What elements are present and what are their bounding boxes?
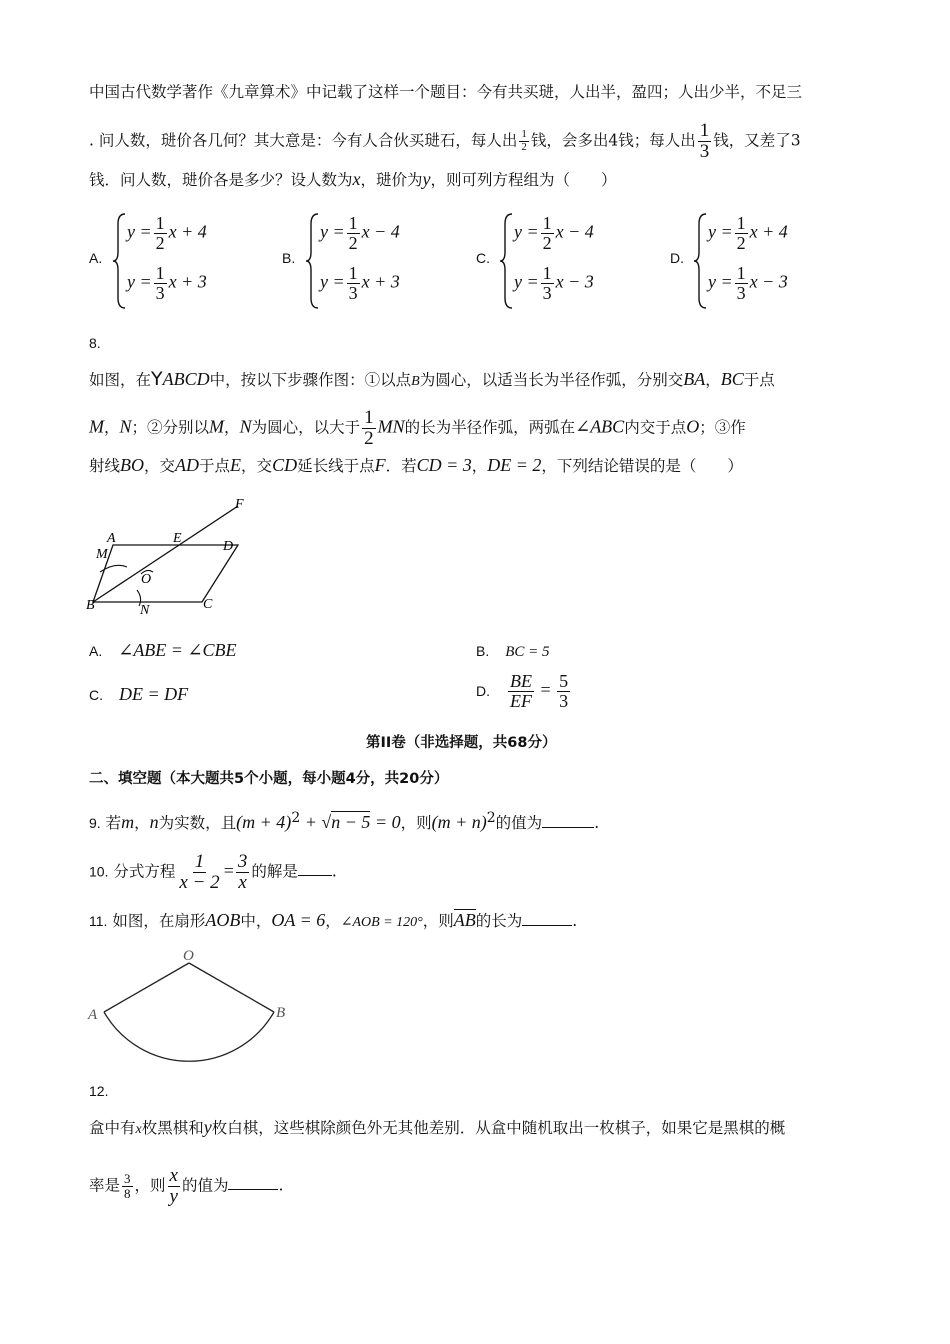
- brace-icon: [694, 212, 708, 310]
- q7-line-2: . 问人数，琎价各几何？其大意是：今有人合伙买琎石，每人出 $\frac{1}{2}$ 钱，会多出4钱；每人出 $\frac{1}{3}$ 钱，又差了3: [89, 120, 801, 162]
- brace-icon: [113, 212, 127, 310]
- label-a: A: [107, 531, 116, 546]
- label-d: D: [223, 539, 234, 554]
- label-f: F: [235, 497, 244, 512]
- q9-line: 9. 若m，n为实数，且$(m + 4)^2 + √n - 5 = 0$，则$(m + n)^2$的值为 .: [89, 810, 600, 833]
- answer-blank[interactable]: [228, 1175, 278, 1190]
- label-c: C: [203, 597, 213, 612]
- label-b: B: [86, 598, 95, 613]
- label-o: O: [183, 948, 194, 964]
- q8-line-1: 如图，在YABCD中，按以下步骤作图：①以点B为圆心，以适当长为半径作弧，分别交BA，BC于点: [89, 368, 775, 390]
- brace-icon: [306, 212, 320, 310]
- q12-line-1: 盒中有x枚黑棋和y枚白棋，这些棋除颜色外无其他差别．从盒中随机取出一枚棋子，如果它是黑棋的概: [89, 1117, 786, 1137]
- q8-option-d[interactable]: D. $\frac{BE}{EF}$ = $\frac{5}{3}$: [476, 671, 569, 711]
- q8-option-a[interactable]: A. ∠ABE = ∠CBE: [89, 640, 237, 660]
- brace-icon: [500, 212, 514, 310]
- fraction-third: $\frac{1}{3}$: [699, 120, 710, 162]
- label-m: M: [96, 547, 108, 562]
- q11-line: 11. 如图，在扇形AOB中，OA = 6，∠AOB = 120°，则AB的长为 .: [89, 910, 578, 930]
- answer-blank[interactable]: [522, 911, 572, 926]
- q8-line-2: M，N；②分别以M，N为圆心，以大于 $\frac{1}{2}$ MN的长为半径作弧，两弧在∠ABC内交于点O；③作: [89, 407, 746, 449]
- q7-line-1: 中国古代数学著作《九章算术》中记载了这样一个题目：今有共买琎，人出半，盈四；人出少半，不足三: [89, 83, 803, 101]
- sector-figure: [86, 946, 286, 1068]
- answer-blank[interactable]: [542, 813, 594, 828]
- answer-blank[interactable]: [298, 861, 332, 876]
- q8-line-3: 射线BO，交AD于点E，交CD延长线于点F．若CD = 3，DE = 2，下列结论错误的是（ ）: [89, 455, 743, 475]
- label-n: N: [140, 603, 150, 618]
- label-b: B: [276, 1005, 286, 1021]
- section-title: 第II卷（非选择题，共68分）: [366, 735, 557, 751]
- label-o: O: [141, 572, 152, 587]
- q8-option-c[interactable]: C. DE = DF: [89, 684, 189, 704]
- label-a: A: [88, 1007, 98, 1023]
- q7-line-3: 钱．问人数，琎价各是多少？设人数为x，琎价为y，则可列方程组为（ ）: [89, 169, 617, 189]
- fraction-half: $\frac{1}{2}$: [521, 128, 527, 153]
- q12-line-2: 率是 $\frac{3}{8}$ ，则 $\frac{x}{y}$ 的值为 .: [89, 1165, 284, 1207]
- q8-option-b[interactable]: B. BC = 5: [476, 643, 550, 660]
- q12-number: 12.: [89, 1083, 109, 1099]
- q8-number: 8.: [89, 335, 101, 351]
- part2-title: 二、填空题（本大题共5个小题，每小题4分，共20分）: [89, 771, 449, 787]
- q10-line: 10. 分式方程 $\frac{1}{x - 2}$ = $\frac{3}{x}$ 的解是 .: [89, 851, 337, 893]
- label-e: E: [173, 531, 182, 546]
- parallelogram-figure: [85, 492, 275, 620]
